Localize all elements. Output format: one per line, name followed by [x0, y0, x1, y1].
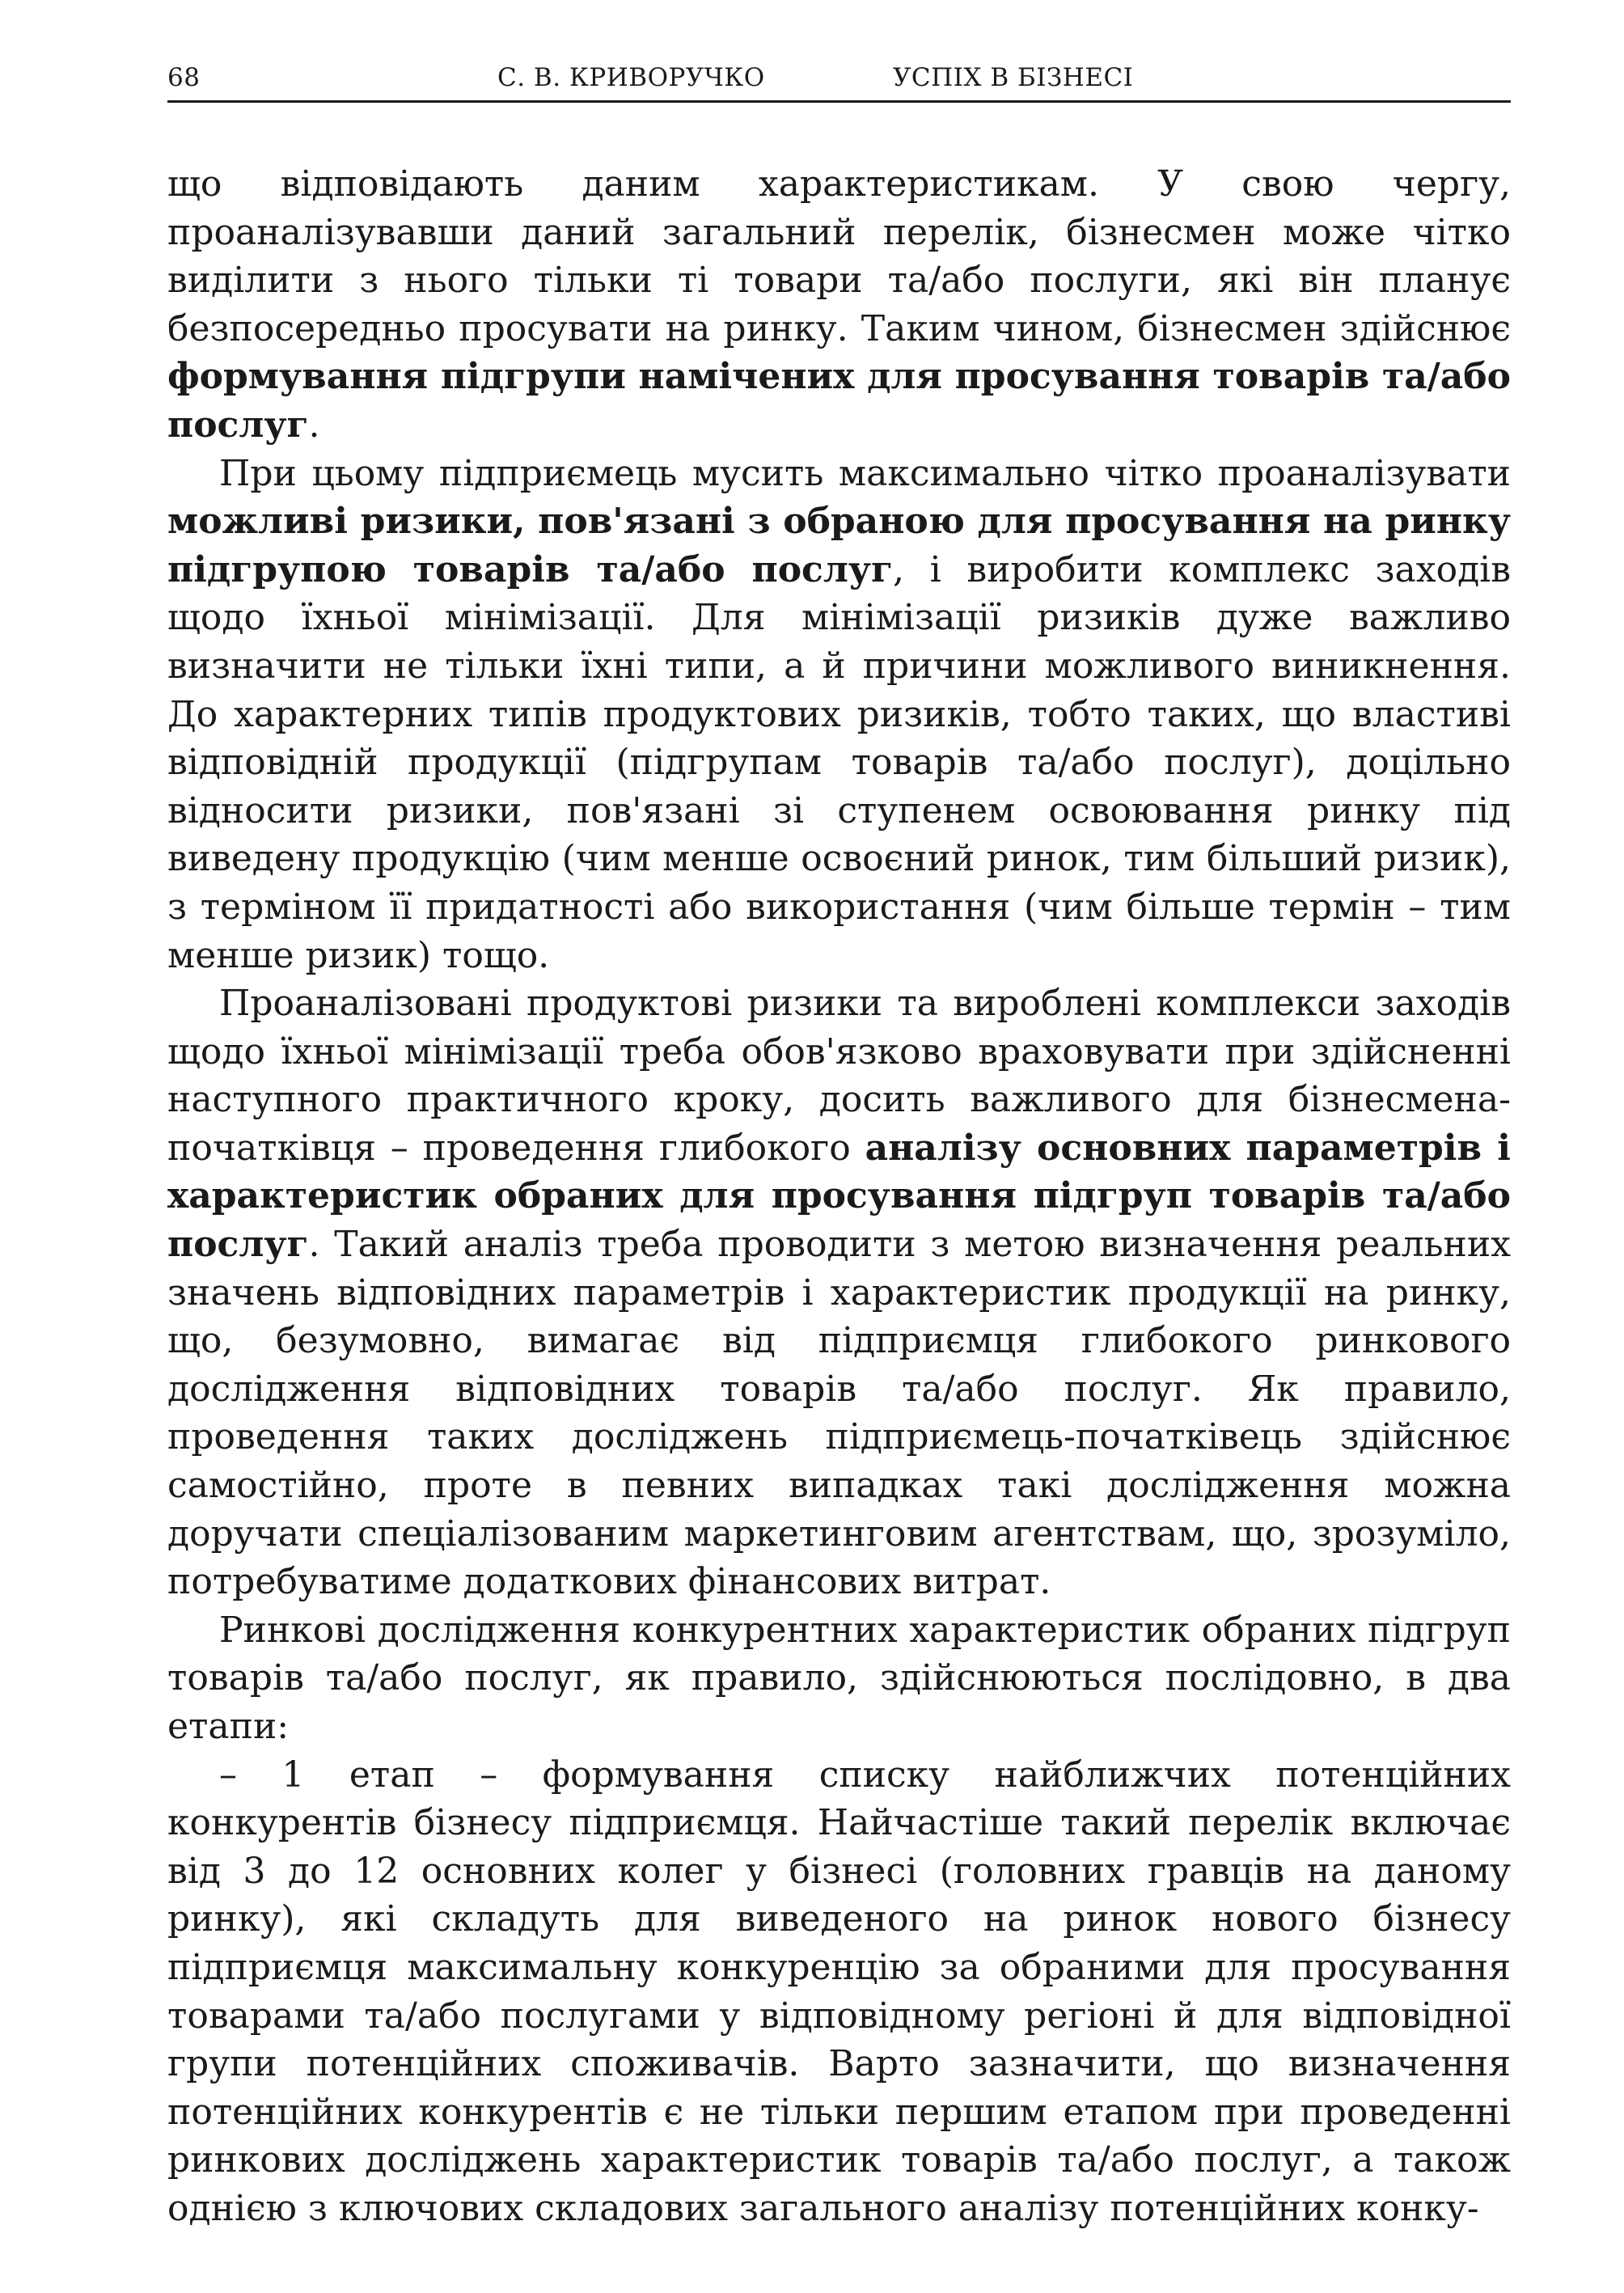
body-text	[167, 160, 1511, 2233]
text-run: При цьому підприємець мусить максимально чітко проаналізувати	[219, 452, 1511, 494]
text-run: , і виробити комплекс заходів щодо їхньої мінімізації. Для мінімізації ризиків дуже важливо визначити не тільки їхні типи, а й причини можливого виникнення. До характерних типів продуктових ризиків, тобто таких, що властиві відповідній продукції (підгрупам товарів та/або послуг), доцільно відносити ризики, пов'язані зі ступенем освоювання ринку під виведену продукцію (чим менше освоєний ринок, тим більший ризик), з терміном її придатності або використання (чим більше термін – тим менше ризик) тощо.	[167, 548, 1512, 976]
text-run: .	[308, 404, 320, 446]
paragraph	[167, 1751, 1511, 2233]
text-run: Ринкові дослідження конкурентних характеристик обраних підгруп товарів та/або послуг, як правило, здійснюються послідовно, в два етапи:	[167, 1609, 1511, 1747]
paragraph	[167, 1606, 1511, 1751]
text-run: Проаналізовані продуктові ризики та вироблені комплекси заходів щодо їхньої мінімізації треба обов'язково враховувати при здійсненні наступного практичного кроку, досить важливого для бізнесмена-початківця – проведення глибокого	[167, 983, 1511, 1169]
running-title: УСПІХ В БІЗНЕСІ	[893, 63, 1134, 92]
bold-phrase: можливі ризики, пов'язані з обраною для просування на ринку підгрупою товарів та/або послуг	[167, 501, 1511, 590]
running-author: С. В. КРИВОРУЧКО	[497, 63, 765, 92]
bold-phrase: формування підгрупи намічених для просування товарів та/або послуг	[167, 356, 1511, 446]
paragraph	[167, 450, 1511, 980]
paragraph	[167, 160, 1511, 450]
text-run: . Такий аналіз треба проводити з метою визначення реальних значень відповідних параметрів і характеристик продукції на ринку, що, безумовно, вимагає від підприємця глибокого ринкового дослідження відповідних товарів та/або послуг. Як правило, проведення таких досліджень підприємець-початківець здійснює самостійно, проте в певних випадках такі дослідження можна доручати спеціалізованим маркетинговим агентствам, що, зрозуміло, потребуватиме додаткових фінансових витрат.	[167, 1224, 1511, 1603]
text-run: – 1 етап – формування списку найближчих потенційних конкурентів бізнесу підприємця. Найчастіше такий перелік включає від 3 до 12 основних колег у бізнесі (головних гравців на даному ринку), які складуть для виведеного на ринок нового бізнесу підприємця максимальну конкуренцію за обраними для просування товарами та/або послугами у відповідному регіоні й для відповідної групи потенційних споживачів. Варто зазначити, що визначення потенційних конкурентів є не тільки першим етапом при проведенні ринкових досліджень характеристик товарів та/або послуг, а також однією з ключових складових загального аналізу потенційних конку-	[167, 1754, 1511, 2229]
text-run: що відповідають даним характеристикам. У свою чергу, проаналізувавши даний загальний перелік, бізнесмен може чітко виділити з нього тільки ті товари та/або послуги, які він планує безпосередньо просувати на ринку. Таким чином, бізнесмен здійснює	[167, 163, 1511, 349]
bold-phrase: аналізу основних параметрів і характеристик обраних для просування підгруп товарів та/або послуг	[167, 1127, 1511, 1266]
running-header	[167, 61, 1511, 103]
page-number: 68	[167, 63, 201, 92]
paragraph	[167, 979, 1511, 1606]
